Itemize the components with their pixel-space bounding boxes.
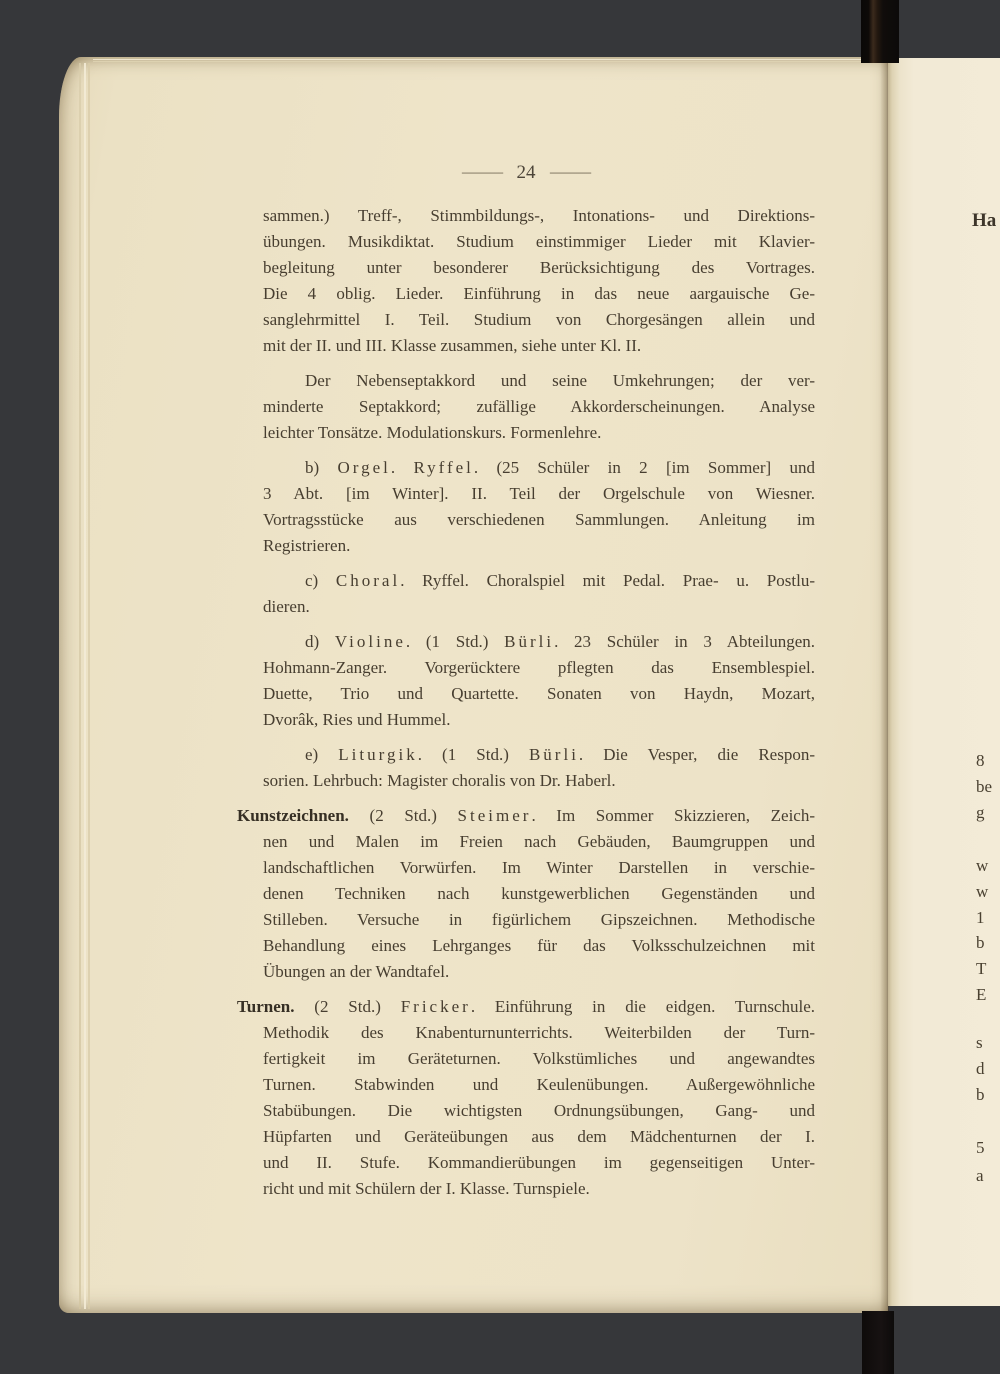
facing-page-text-fragment: d bbox=[976, 1059, 985, 1078]
text-line bbox=[237, 420, 815, 446]
paragraph bbox=[237, 368, 815, 446]
text-line bbox=[237, 455, 815, 481]
text-line bbox=[237, 1020, 815, 1046]
text-segment: 3 Abt. [im Winter]. II. Teil der Orgelschule von Wiesner. bbox=[263, 484, 815, 503]
facing-page-text-fragment: w bbox=[976, 882, 989, 901]
text-segment: Violine bbox=[334, 632, 406, 651]
text-segment: sorien. Lehrbuch: Magister choralis von Dr. Haberl. bbox=[263, 771, 616, 790]
facing-page-text-fragment: a bbox=[976, 1166, 984, 1185]
text-segment: begleitung unter besonderer Berücksichtigung des Vortrages. bbox=[263, 258, 815, 277]
text-line bbox=[237, 655, 815, 681]
facing-page-text-fragment: w bbox=[976, 856, 989, 875]
facing-page-text-fragment: s bbox=[976, 1033, 983, 1052]
text-segment: Bürli bbox=[528, 745, 579, 764]
facing-page bbox=[888, 58, 1000, 1306]
text-line bbox=[237, 307, 815, 333]
text-segment: (2 Std.) bbox=[348, 806, 458, 825]
text-segment: (2 Std.) bbox=[294, 997, 401, 1016]
text-line bbox=[237, 1124, 815, 1150]
text-line bbox=[237, 481, 815, 507]
facing-page-text-fragment: 5 bbox=[976, 1138, 985, 1157]
text-segment: . Ryffel. Choralspiel mit Pedal. Prae- u. Postlu- bbox=[400, 571, 815, 590]
paragraph bbox=[237, 203, 815, 359]
text-segment: . Einführung in die eidgen. Turnschule. bbox=[470, 997, 815, 1016]
text-line bbox=[237, 533, 815, 559]
text-segment: . bbox=[390, 458, 414, 477]
page-edge-line bbox=[88, 63, 90, 1309]
text-segment: sanglehrmittel I. Teil. Studium von Chorgesängen allein und bbox=[263, 310, 815, 329]
text-segment: Bürli bbox=[504, 632, 555, 651]
text-line bbox=[237, 394, 815, 420]
text-line bbox=[237, 994, 815, 1020]
text-segment: denen Techniken nach kunstgewerblichen Gegenständen und bbox=[263, 884, 815, 903]
text-segment: e) bbox=[305, 745, 339, 764]
text-segment: Der Nebenseptakkord und seine Umkehrungen; der ver- bbox=[305, 371, 815, 390]
text-line bbox=[237, 681, 815, 707]
text-line bbox=[237, 594, 815, 620]
facing-page-text-fragment: 1 bbox=[976, 908, 985, 927]
text-line bbox=[237, 368, 815, 394]
paragraph bbox=[237, 568, 815, 620]
facing-page-text-fragment: b bbox=[976, 933, 985, 952]
text-line bbox=[237, 1150, 815, 1176]
text-segment: Duette, Trio und Quartette. Sonaten von Haydn, Mozart, bbox=[263, 684, 815, 703]
paragraph bbox=[237, 742, 815, 794]
facing-page-text-fragment: T bbox=[976, 959, 987, 978]
text-segment: nen und Malen im Freien nach Gebäuden, Baumgruppen und bbox=[263, 832, 815, 851]
facing-page-text-fragment: b bbox=[976, 1085, 985, 1104]
text-line bbox=[237, 333, 815, 359]
paragraphs-container bbox=[237, 203, 815, 1202]
text-segment: Stabübungen. Die wichtigsten Ordnungsübungen, Gang- und bbox=[263, 1101, 815, 1120]
facing-page-text-fragment: E bbox=[976, 985, 987, 1004]
text-segment: Fricker bbox=[400, 997, 471, 1016]
text-line bbox=[237, 959, 815, 985]
facing-page-text-fragment: be bbox=[976, 777, 993, 796]
text-line bbox=[237, 281, 815, 307]
text-segment: b) bbox=[305, 458, 338, 477]
text-segment: . (1 Std.) bbox=[405, 632, 505, 651]
text-segment: und II. Stufe. Kommandierübungen im gegenseitigen Unter- bbox=[263, 1153, 815, 1172]
text-segment: . 23 Schüler in 3 Abteilungen. bbox=[554, 632, 815, 651]
text-segment: Hohmann-Zanger. Vorgerücktere pflegten das Ensemblespiel. bbox=[263, 658, 815, 677]
text-segment: richt und mit Schülern der I. Klasse. Turnspiele. bbox=[263, 1179, 590, 1198]
text-segment: Turnen. Stabwinden und Keulenübungen. Außergewöhnliche bbox=[263, 1075, 815, 1094]
text-segment: mit der II. und III. Klasse zusammen, siehe unter Kl. II. bbox=[263, 336, 642, 355]
text-segment: Kunstzeichnen. bbox=[237, 806, 349, 825]
header-dash-left: — bbox=[461, 162, 503, 181]
text-segment: . Die Vesper, die Respon- bbox=[578, 745, 815, 764]
text-line bbox=[237, 229, 815, 255]
text-segment: fertigkeit im Geräteturnen. Volkstümliches und angewandtes bbox=[263, 1049, 815, 1068]
text-segment: Die 4 oblig. Lieder. Einführung in das neue aargauische Ge- bbox=[263, 284, 815, 303]
text-line bbox=[237, 933, 815, 959]
left-page bbox=[59, 57, 888, 1313]
text-segment: minderte Septakkord; zufällige Akkorderscheinungen. Analyse bbox=[263, 397, 815, 416]
paragraph bbox=[237, 803, 815, 985]
text-segment: leichter Tonsätze. Modulationskurs. Formenlehre. bbox=[263, 423, 602, 442]
text-segment: Registrieren. bbox=[263, 536, 351, 555]
text-segment: d) bbox=[305, 632, 335, 651]
text-segment: Übungen an der Wandtafel. bbox=[263, 962, 450, 981]
text-segment: Hüpfarten und Geräteübungen aus dem Mädchenturnen der I. bbox=[263, 1127, 815, 1146]
text-line bbox=[237, 829, 815, 855]
text-line bbox=[237, 203, 815, 229]
page-header bbox=[237, 160, 815, 186]
text-segment: Vortragsstücke aus verschiedenen Sammlungen. Anleitung im bbox=[263, 510, 815, 529]
bookmark-ribbon-top bbox=[861, 0, 899, 63]
text-segment: dieren. bbox=[263, 597, 310, 616]
text-line bbox=[237, 1176, 815, 1202]
bookmark-ribbon-bottom bbox=[862, 1311, 894, 1374]
facing-page-text-fragment: g bbox=[976, 803, 985, 822]
text-segment: Methodik des Knabenturnunterrichts. Weiterbilden der Turn- bbox=[263, 1023, 815, 1042]
paragraph bbox=[237, 455, 815, 559]
text-line bbox=[237, 881, 815, 907]
text-segment: Stilleben. Versuche in figürlichem Gipszeichnen. Methodische bbox=[263, 910, 815, 929]
text-line bbox=[237, 1046, 815, 1072]
text-segment: Choral bbox=[335, 571, 401, 590]
text-segment: sammen.) Treff-, Stimmbildungs-, Intonations- und Direktions- bbox=[263, 206, 815, 225]
text-line bbox=[237, 768, 815, 794]
text-segment: Orgel bbox=[337, 458, 391, 477]
page-edge-line bbox=[93, 59, 888, 60]
text-segment: Turnen. bbox=[237, 997, 295, 1016]
text-segment: Steimer bbox=[457, 806, 532, 825]
page-edge-line bbox=[84, 63, 86, 1309]
text-segment: . (1 Std.) bbox=[417, 745, 529, 764]
text-line bbox=[237, 707, 815, 733]
text-segment: übungen. Musikdiktat. Studium einstimmiger Lieder mit Klavier- bbox=[263, 232, 815, 251]
text-segment: c) bbox=[305, 571, 336, 590]
header-dash-right: — bbox=[549, 162, 591, 181]
text-segment: Liturgik bbox=[338, 745, 418, 764]
page-number: 24 bbox=[516, 162, 536, 183]
page-text-block bbox=[237, 160, 815, 1211]
paragraph bbox=[237, 629, 815, 733]
text-segment: Dvorâk, Ries und Hummel. bbox=[263, 710, 451, 729]
page-edge-line bbox=[93, 61, 888, 62]
text-line bbox=[237, 255, 815, 281]
text-line bbox=[237, 742, 815, 768]
text-segment: . Im Sommer Skizzieren, Zeich- bbox=[531, 806, 815, 825]
text-line bbox=[237, 629, 815, 655]
facing-page-text-fragment: 8 bbox=[976, 751, 985, 770]
text-line bbox=[237, 1072, 815, 1098]
text-line bbox=[237, 1098, 815, 1124]
text-line bbox=[237, 855, 815, 881]
text-segment: landschaftlichen Vorwürfen. Im Winter Darstellen in verschie- bbox=[263, 858, 815, 877]
text-line bbox=[237, 568, 815, 594]
text-segment: Behandlung eines Lehrganges für das Volksschulzeichnen mit bbox=[263, 936, 815, 955]
page-edge-line bbox=[79, 63, 81, 1309]
text-segment: Ryffel bbox=[413, 458, 474, 477]
text-line bbox=[237, 507, 815, 533]
text-segment: . (25 Schüler in 2 [im Sommer] und bbox=[473, 458, 815, 477]
paragraph bbox=[237, 994, 815, 1202]
facing-page-heading-fragment: Ha bbox=[972, 210, 997, 231]
text-line bbox=[237, 907, 815, 933]
text-line bbox=[237, 803, 815, 829]
